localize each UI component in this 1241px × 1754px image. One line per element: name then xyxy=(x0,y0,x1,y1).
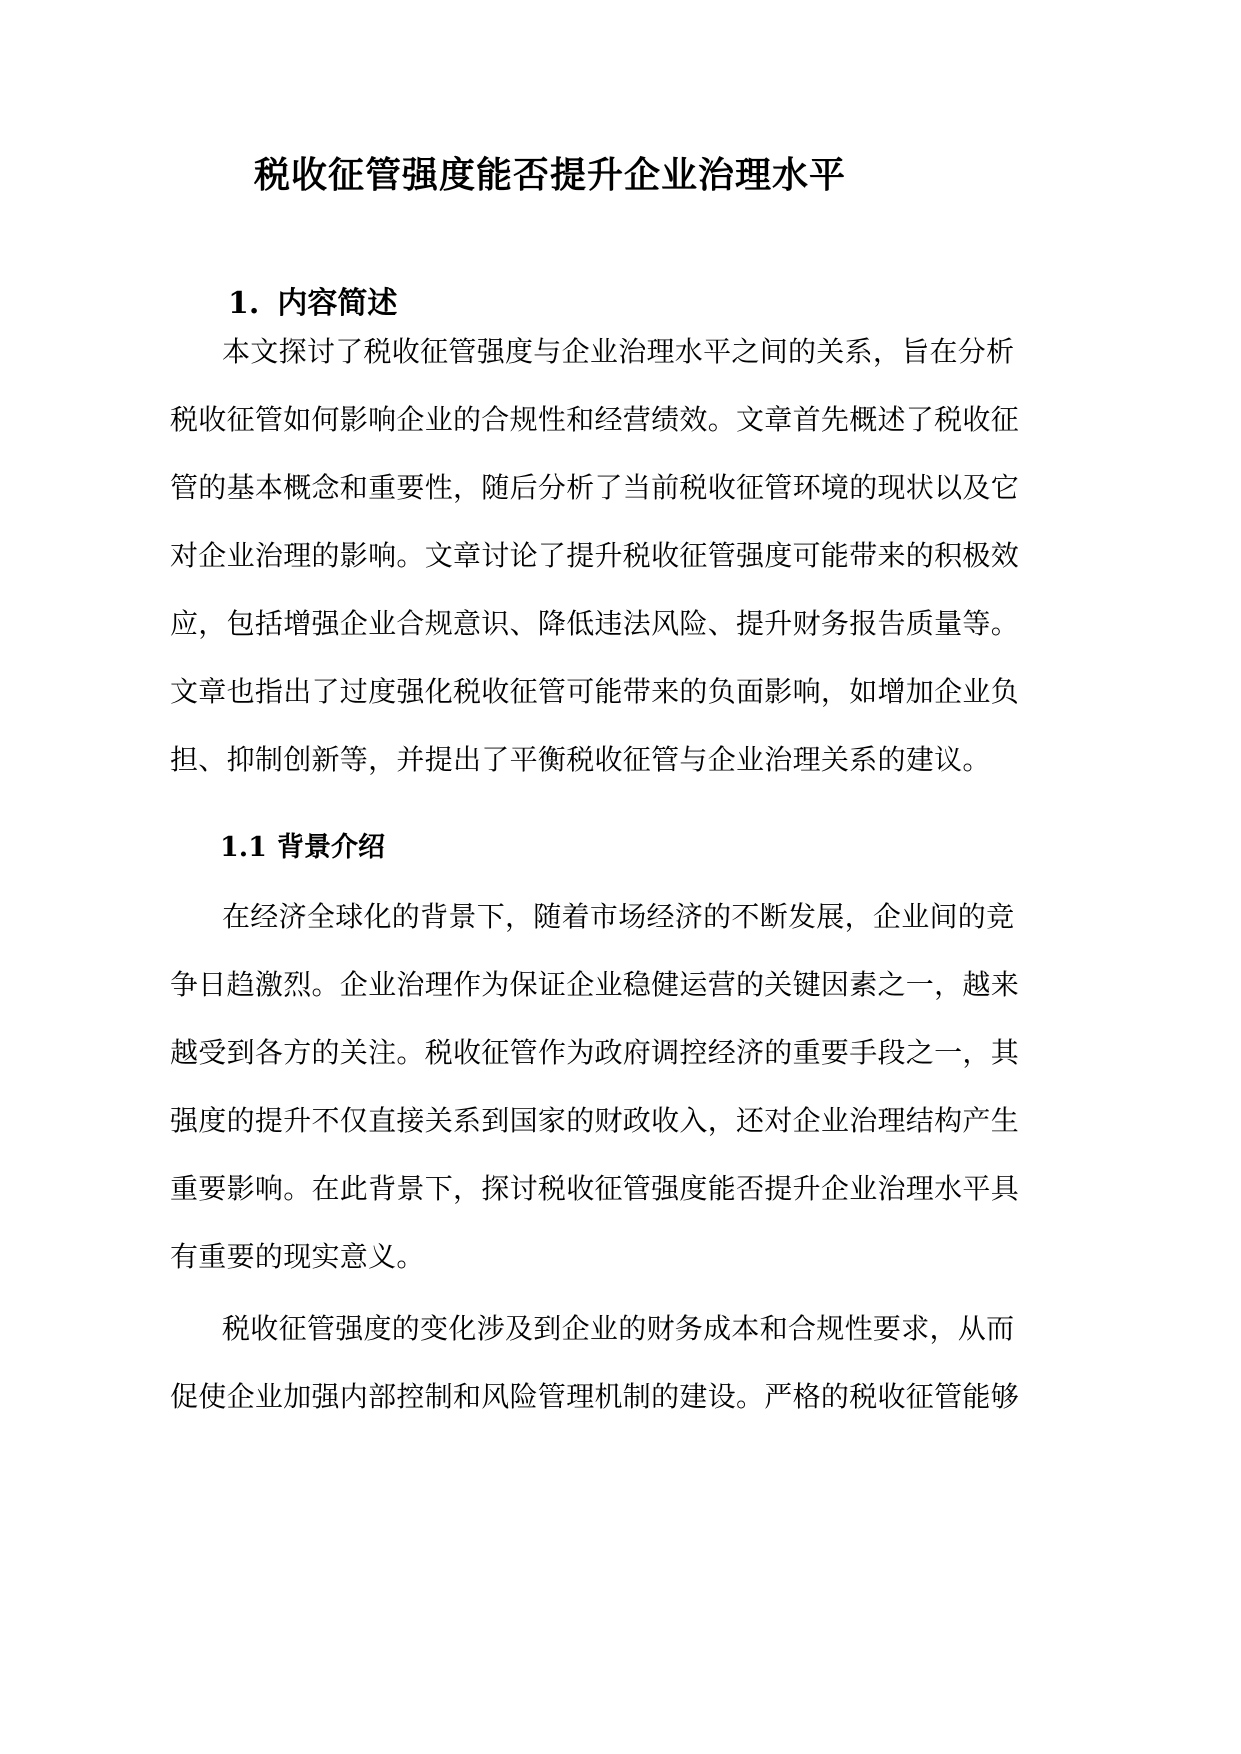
paragraph-line: 应，包括增强企业合规意识、降低违法风险、提升财务报告质量等。 xyxy=(170,607,1020,640)
paragraph-line: 对企业治理的影响。文章讨论了提升税收征管强度可能带来的积极效 xyxy=(170,539,1020,572)
paragraph-line: 强度的提升不仅直接关系到国家的财政收入，还对企业治理结构产生 xyxy=(170,1104,1020,1137)
subsection-number: 1.1 xyxy=(220,832,267,863)
paragraph-summary xyxy=(170,318,1020,794)
paragraph-line: 重要影响。在此背景下，探讨税收征管强度能否提升企业治理水平具 xyxy=(170,1172,1020,1205)
paragraph-line: 管的基本概念和重要性，随后分析了当前税收征管环境的现状以及它 xyxy=(170,471,1020,504)
paragraph-line: 税收征管如何影响企业的合规性和经营绩效。文章首先概述了税收征 xyxy=(170,403,1020,436)
paragraph-line: 争日趋激烈。企业治理作为保证企业稳健运营的关键因素之一，越来 xyxy=(170,968,1020,1001)
subsection-title: 背景介绍 xyxy=(276,832,385,863)
paragraph-line: 促使企业加强内部控制和风险管理机制的建设。严格的税收征管能够 xyxy=(170,1380,1020,1413)
subsection-heading-1-1 xyxy=(220,828,385,868)
section-title: 内容简述 xyxy=(277,286,398,321)
paragraph-background-1 xyxy=(170,883,1020,1291)
paragraph-line: 担、抑制创新等，并提出了平衡税收征管与企业治理关系的建议。 xyxy=(170,743,991,776)
paragraph-line: 税收征管强度的变化涉及到企业的财务成本和合规性要求，从而 xyxy=(222,1312,1015,1345)
section-number: 1. xyxy=(228,286,260,321)
paragraph-line: 越受到各方的关注。税收征管作为政府调控经济的重要手段之一，其 xyxy=(170,1036,1020,1069)
paragraph-line: 有重要的现实意义。 xyxy=(170,1240,425,1273)
paragraph-background-2 xyxy=(170,1295,1020,1431)
document-title: 税收征管强度能否提升企业治理水平 xyxy=(253,154,846,196)
paragraph-line: 本文探讨了税收征管强度与企业治理水平之间的关系，旨在分析 xyxy=(222,335,1015,368)
paragraph-line: 在经济全球化的背景下，随着市场经济的不断发展，企业间的竞 xyxy=(222,900,1015,933)
paragraph-line: 文章也指出了过度强化税收征管可能带来的负面影响，如增加企业负 xyxy=(170,675,1020,708)
